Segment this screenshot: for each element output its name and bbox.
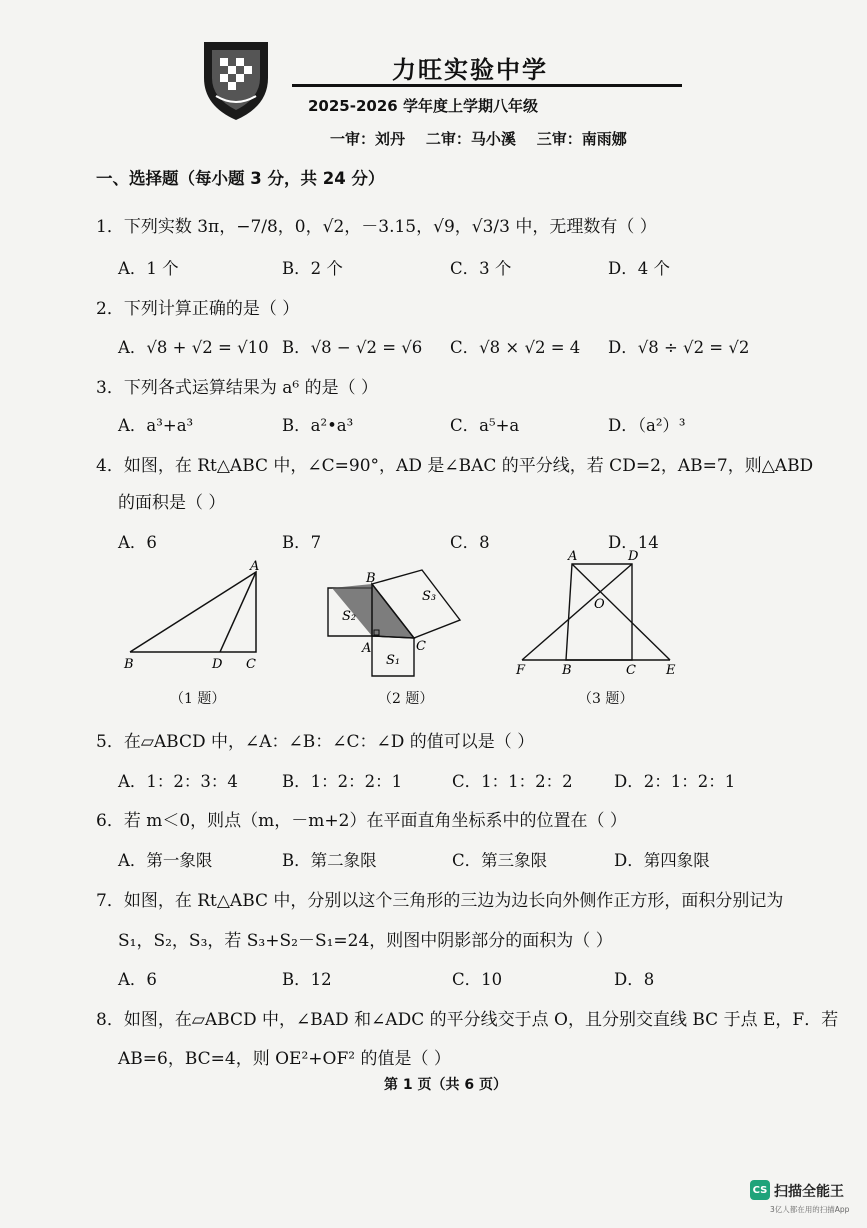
fig3-label-c: C xyxy=(626,663,636,678)
figure-2-caption: （2 题） xyxy=(378,691,434,707)
fig2-label-s3: S₃ xyxy=(422,589,437,604)
q1-option-d: D．4 个 xyxy=(608,259,670,278)
q4-option-d: D．14 xyxy=(608,533,659,552)
question-7-stem-cont: S₁，S₂，S₃，若 S₃+S₂－S₁=24，则图中阴影部分的面积为（ ） xyxy=(118,931,613,951)
fig3-label-b: B xyxy=(562,663,572,678)
q5-option-b: B．1：2：2：1 xyxy=(282,772,403,791)
q7-option-c: C．10 xyxy=(452,970,503,989)
fig3-label-o: O xyxy=(594,597,605,612)
fig2-label-a: A xyxy=(362,641,372,656)
question-8-stem-cont: AB=6，BC=4，则 OE²+OF² 的值是（ ） xyxy=(118,1049,451,1069)
q2-option-a: A．√8 + √2 = √10 xyxy=(118,338,269,357)
q2-option-d: D．√8 ÷ √2 = √2 xyxy=(608,338,750,357)
figure-3-caption: （3 题） xyxy=(578,691,634,707)
question-8-stem: 8．如图，在▱ABCD 中，∠BAD 和∠ADC 的平分线交于点 O，且分别交直线 BC 于点 E，F．若 xyxy=(96,1010,839,1030)
scanner-tagline: 3亿人都在用的扫描App xyxy=(770,1205,850,1214)
fig2-label-s2: S₂ xyxy=(342,609,357,624)
q1-option-a: A．1 个 xyxy=(118,259,179,278)
fig1-label-d: D xyxy=(212,657,223,672)
term-line: 2025-2026 学年度上学期八年级 xyxy=(308,97,538,115)
school-name: 力旺实验中学 xyxy=(392,56,548,84)
q5-option-a: A．1：2：3：4 xyxy=(118,772,238,791)
q2-option-b: B．√8 − √2 = √6 xyxy=(282,338,423,357)
question-7-stem: 7．如图，在 Rt△ABC 中，分别以这个三角形的三边为边长向外侧作正方形，面积分别记为 xyxy=(96,891,784,911)
q4-option-c: C．8 xyxy=(450,533,490,552)
fig2-label-b: B xyxy=(366,571,376,586)
header-rule xyxy=(292,84,682,87)
fig2-label-c: C xyxy=(416,639,426,654)
q3-option-d: D．（a²）³ xyxy=(608,416,686,435)
fig3-label-d: D xyxy=(628,549,639,564)
q5-option-d: D．2：1：2：1 xyxy=(614,772,736,791)
q6-option-d: D．第四象限 xyxy=(614,851,710,870)
figure-1-caption: （1 题） xyxy=(170,691,226,707)
fig3-label-f: F xyxy=(516,663,526,678)
q2-option-c: C．√8 × √2 = 4 xyxy=(450,338,581,357)
reviewers-line: 一审：刘丹 二审：马小溪 三审：南雨娜 xyxy=(330,130,627,148)
question-6-stem: 6．若 m＜0，则点（m，－m+2）在平面直角坐标系中的位置在（ ） xyxy=(96,811,627,831)
figure-2-squares xyxy=(322,568,467,680)
fig2-label-s1: S₁ xyxy=(386,653,401,668)
q7-option-a: A．6 xyxy=(118,970,157,989)
question-4-stem-cont: 的面积是（ ） xyxy=(118,493,226,513)
question-4-stem: 4．如图，在 Rt△ABC 中，∠C=90°，AD 是∠BAC 的平分线，若 CD=2，AB=7，则△ABD xyxy=(96,456,814,476)
school-emblem xyxy=(200,38,272,122)
q3-option-c: C．a⁵+a xyxy=(450,416,520,435)
q6-option-b: B．第二象限 xyxy=(282,851,377,870)
scanner-brand: 扫描全能王 xyxy=(774,1184,844,1200)
question-1-stem: 1．下列实数 3π，−7/8，0，√2，－3.15，√9，√3/3 中，无理数有（ ） xyxy=(96,217,657,237)
q3-option-a: A．a³+a³ xyxy=(118,416,194,435)
fig3-label-e: E xyxy=(666,663,676,678)
figure-1-triangle xyxy=(118,560,278,675)
q4-option-a: A．6 xyxy=(118,533,157,552)
question-2-stem: 2．下列计算正确的是（ ） xyxy=(96,299,300,319)
page-number: 第 1 页（共 6 页） xyxy=(384,1077,507,1093)
figure-3-parallelogram xyxy=(510,548,685,680)
fig1-label-c: C xyxy=(246,657,256,672)
q1-option-b: B．2 个 xyxy=(282,259,343,278)
question-3-stem: 3．下列各式运算结果为 a⁶ 的是（ ） xyxy=(96,378,378,398)
q6-option-c: C．第三象限 xyxy=(452,851,548,870)
q1-option-c: C．3 个 xyxy=(450,259,512,278)
fig3-label-a: A xyxy=(568,549,578,564)
fig1-label-b: B xyxy=(124,657,134,672)
q7-option-b: B．12 xyxy=(282,970,332,989)
section-heading: 一、选择题（每小题 3 分，共 24 分） xyxy=(96,169,385,188)
q7-option-d: D．8 xyxy=(614,970,655,989)
q6-option-a: A．第一象限 xyxy=(118,851,213,870)
question-5-stem: 5．在▱ABCD 中，∠A：∠B：∠C：∠D 的值可以是（ ） xyxy=(96,732,535,752)
q3-option-b: B．a²•a³ xyxy=(282,416,354,435)
fig1-label-a: A xyxy=(250,560,260,574)
q4-option-b: B．7 xyxy=(282,533,322,552)
scanner-logo-icon: CS xyxy=(750,1180,770,1200)
q5-option-c: C．1：1：2：2 xyxy=(452,772,573,791)
